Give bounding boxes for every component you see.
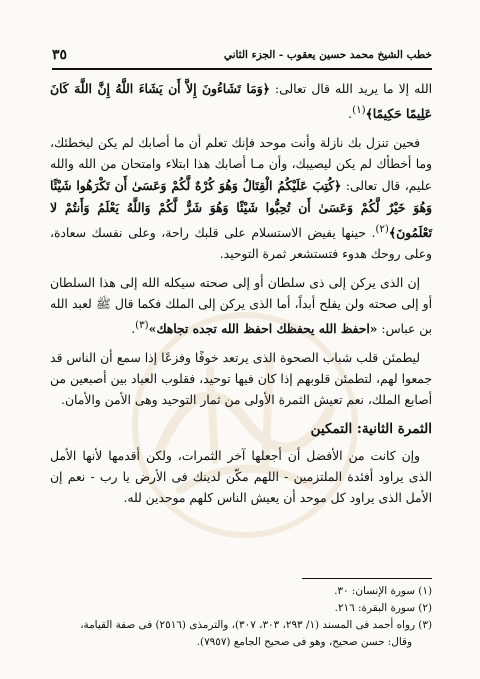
main-text <box>50 78 432 517</box>
section-heading: الثمرة الثانية: التمكين <box>310 421 432 438</box>
header-title: خطب الشيخ محمد حسين يعقوب - الجزء الثاني <box>223 49 432 61</box>
quran-verse-2: ﴿كُتِبَ عَلَيْكُمُ الْقِتَالُ وَهُوَ كُرْهٌ لَّكُمْ وَعَسَىٰ أَن تَكْرَهُوا شَيْئًا وَهُوَ خَيْرٌ لَّكُمْ وَعَسَىٰ أَن تُحِبُّوا شَيْئًا وَهُوَ شَرٌّ لَّكُمْ وَاللَّهُ يَعْلَمُ وَأَنتُمْ لا تَعْلَمُونَ﴾ <box>50 178 432 241</box>
paragraph-4: ليطمئن قلب شباب الصحوة الذى يرتعد خوفًا وفزعًا إذا سمع أن الناس قد جمعوا لهم، لتطمئن قلوبهم إذا كان فيها توحيد، فقلوب العباد بين أصبعين من أصابع الملك، نعم تعيش الثمرة الأولى من ثمار التوحيد وهى الأمن والأمان. <box>50 351 432 408</box>
header-rule <box>52 68 432 70</box>
footnote-2: (٢) سورة البقرة: ٢١٦. <box>334 602 432 614</box>
footnote-3-continued: وقال: حسن صحيح، وهو فى صحيح الجامع (٧٩٥٧). <box>196 636 412 648</box>
page-number: ٣٥ <box>52 47 68 63</box>
footnote-1: (١) سورة الإنسان: ٣٠. <box>334 585 432 597</box>
p2-text-b: . حينها يفيض الاستسلام على قلبك راحة، وعلى نفسك سعادة، وعلى روحك هدوء فتستشعر ثمرة التوحيد. <box>50 226 432 262</box>
p3-text-b: . <box>131 322 136 337</box>
footnotes <box>48 583 432 651</box>
p2-text-a: فحين تنزل بك نازلة وأنت موحد فإنك تعلم أن ما أصابك لم يكن ليخطئك، وما أخطأك لم يكن ليصيبك، وأن مـا أصابك هذا ابتلاء وامتحان من الله والله عليم، قال تعالى: <box>50 136 432 194</box>
footnote-ref-1: (١) <box>352 104 366 116</box>
paragraph-2 <box>50 133 432 265</box>
footnote-ref-2: (٢) <box>375 223 389 236</box>
p1-text-b: . <box>348 107 353 122</box>
p1-text-a: الله إلا ما يريد الله قال تعالى: <box>269 82 432 96</box>
quran-verse-1: ﴿وَمَا تَشَاءُونَ إِلاَّ أَن يَشَاءَ اللَّهُ إِنَّ اللَّهَ كَانَ عَلِيمًا حَكِيمًا﴾ <box>50 81 432 122</box>
footnote-3: (٣) رواه أحمد فى المسند (١/ ٢٩٣، ٣٠٣، ٣٠٧)، والترمذى (٢٥١٦) فى صفة القيامة، <box>80 619 432 631</box>
p3-text-a: إن الذى يركن إلى ذى سلطان أو إلى صحته سيكله الله إلى هذا السلطان أو إلى صحته ولن يفلح أبداً، أما الذى يركن إلى الملك فكما قال ﷺ لعبد الله بن عباس: <box>50 276 432 337</box>
footnote-ref-3: (٣) <box>135 319 149 332</box>
hadith-quote: «احفظ الله يحفظك احفظ الله تجده تجاهك» <box>148 321 378 337</box>
footnote-rule <box>302 578 432 579</box>
paragraph-3 <box>50 273 432 340</box>
running-header <box>52 44 432 66</box>
paragraph-5: وإن كانت من الأفضل أن أجعلها آخر الثمرات، ولكن أقدمها لأنها الأمل الذى يراود أفئدة الملتزمين - اللهم مكّن لدينك فى الأرض يا رب - نعم إن الأمل الذى يراود كل موحد أن يعيش الناس كلهم موحدين لله. <box>50 449 432 506</box>
paragraph-1 <box>50 78 432 125</box>
